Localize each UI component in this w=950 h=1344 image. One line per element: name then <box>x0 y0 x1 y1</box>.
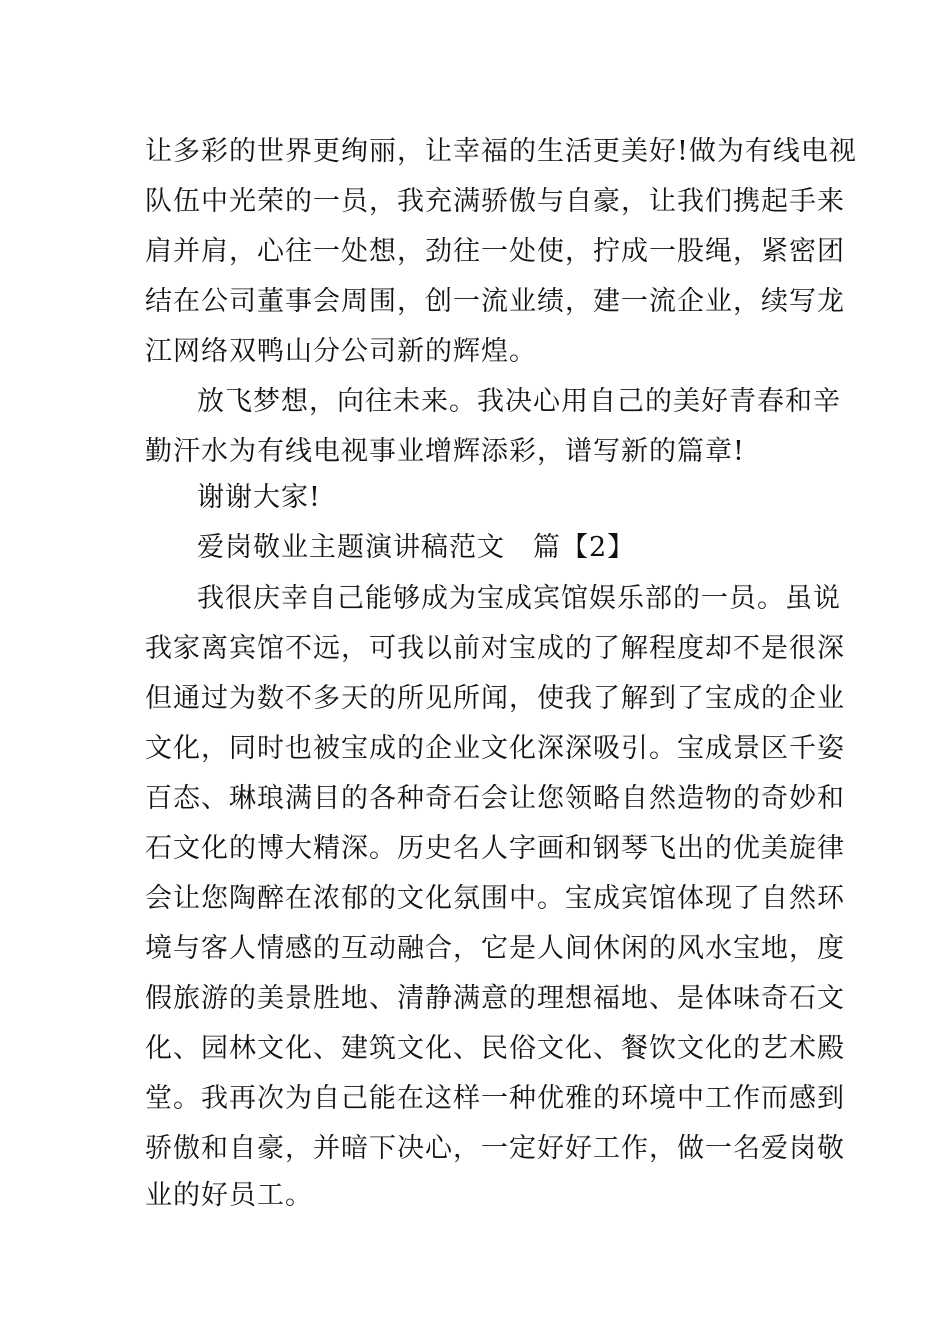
text-line: 勤汗水为有线电视事业增辉添彩，谱写新的篇章! <box>145 436 745 467</box>
text-line: 业的好员工。 <box>145 1180 313 1211</box>
text-line: 我很庆幸自己能够成为宝成宾馆娱乐部的一员。虽说 <box>197 583 841 614</box>
text-line: 假旅游的美景胜地、清静满意的理想福地、是体味奇石文 <box>145 983 845 1014</box>
text-line: 我家离宾馆不远，可我以前对宝成的了解程度却不是很深 <box>145 633 845 664</box>
text-line: 会让您陶醉在浓郁的文化氛围中。宝成宾馆体现了自然环 <box>145 883 845 914</box>
text-line: 石文化的博大精深。历史名人字画和钢琴飞出的优美旋律 <box>145 833 845 864</box>
text-line: 堂。我再次为自己能在这样一种优雅的环境中工作而感到 <box>145 1083 845 1114</box>
text-line: 谢谢大家! <box>197 482 321 513</box>
section-heading: 爱岗敬业主题演讲稿范文 篇【2】 <box>197 532 636 563</box>
text-line: 江网络双鸭山分公司新的辉煌。 <box>145 336 537 367</box>
text-line: 结在公司董事会周围，创一流业绩，建一流企业，续写龙 <box>145 286 845 317</box>
text-line: 文化，同时也被宝成的企业文化深深吸引。宝成景区千姿 <box>145 733 845 764</box>
text-line: 肩并肩，心往一处想，劲往一处使，拧成一股绳，紧密团 <box>145 236 845 267</box>
text-line: 百态、琳琅满目的各种奇石会让您领略自然造物的奇妙和 <box>145 783 845 814</box>
text-line: 让多彩的世界更绚丽，让幸福的生活更美好!做为有线电视 <box>145 136 857 167</box>
text-line: 但通过为数不多天的所见所闻，使我了解到了宝成的企业 <box>145 683 845 714</box>
text-line: 放飞梦想，向往未来。我决心用自己的美好青春和辛 <box>197 386 841 417</box>
text-line: 境与客人情感的互动融合，它是人间休闲的风水宝地，度 <box>145 933 845 964</box>
text-line: 化、园林文化、建筑文化、民俗文化、餐饮文化的艺术殿 <box>145 1033 845 1064</box>
text-line: 队伍中光荣的一员，我充满骄傲与自豪，让我们携起手来 <box>145 186 845 217</box>
text-line: 骄傲和自豪，并暗下决心，一定好好工作，做一名爱岗敬 <box>145 1133 845 1164</box>
